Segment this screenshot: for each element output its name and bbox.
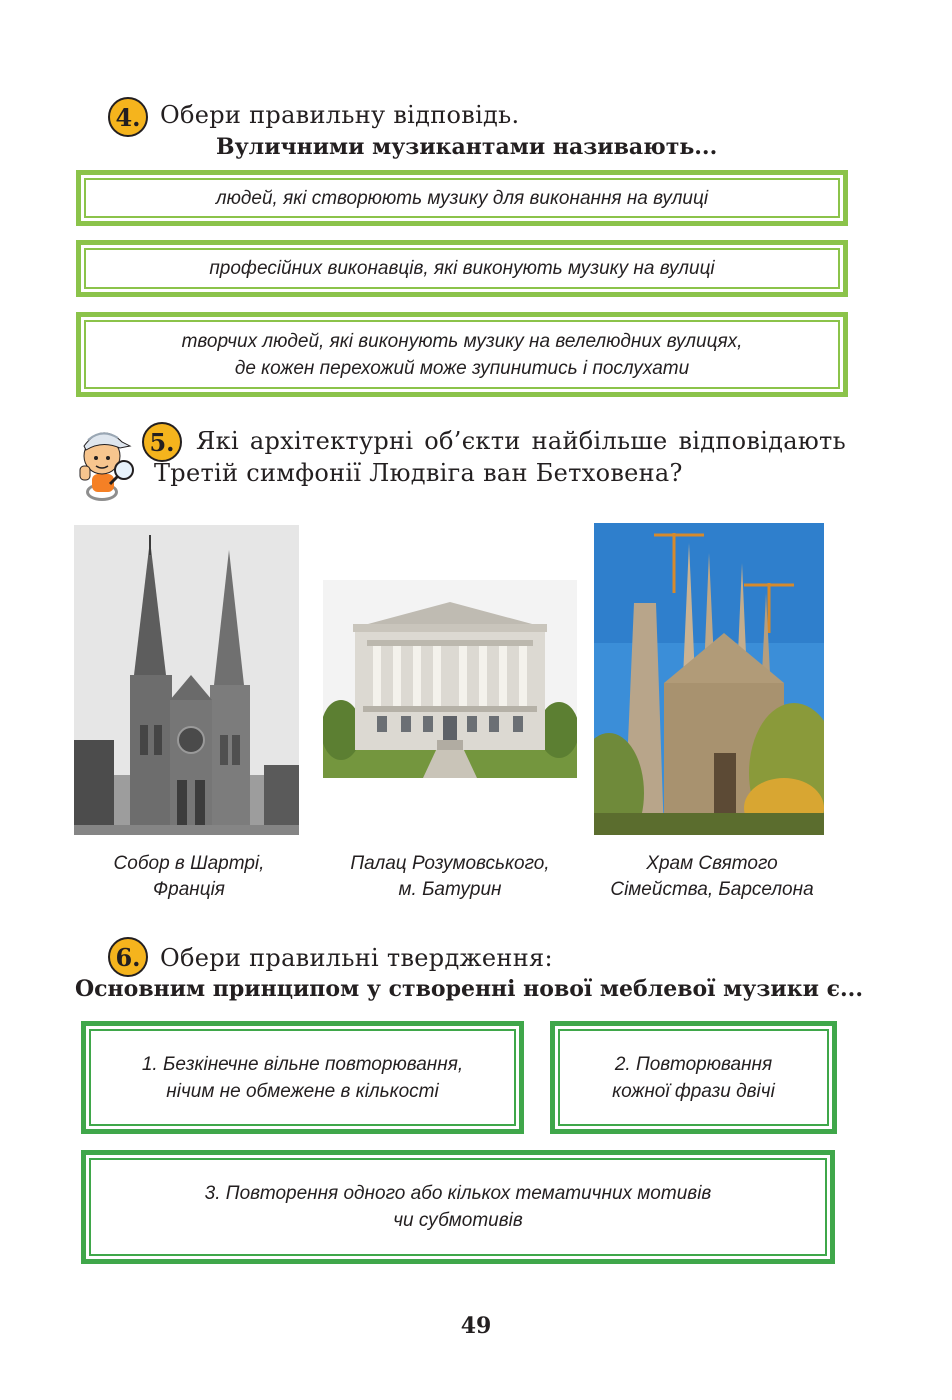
caption-razumovsky — [320, 851, 580, 903]
task6-answer-2-line2: кожної фрази двічі — [612, 1080, 775, 1102]
task6-answer-3-line2: чи субмотивів — [393, 1210, 523, 1231]
task5-number: 5. — [149, 427, 175, 457]
caption-chartres — [74, 851, 304, 903]
task6-answer-2-line1: 2. Повторювання — [614, 1053, 773, 1075]
task6-answer-1[interactable] — [81, 1021, 524, 1134]
task4-question: Вуличними музикантами називають... — [216, 134, 718, 160]
task4-number: 4. — [115, 102, 141, 132]
caption-chartres-line1: Собор в Шартрі, — [113, 853, 265, 874]
task4-answer-2[interactable] — [76, 240, 848, 297]
caption-razumovsky-line2: м. Батурин — [398, 879, 502, 900]
caption-sagrada-line1: Храм Святого — [646, 853, 778, 874]
caption-sagrada — [584, 851, 840, 903]
task5-number-badge — [142, 422, 182, 462]
task4-answer-1[interactable] — [76, 170, 848, 226]
task4-prompt: Обери правильну відповідь. — [160, 101, 520, 129]
razumovsky-palace-photo — [323, 580, 577, 778]
task4-answer-3[interactable] — [76, 312, 848, 397]
chartres-cathedral-photo — [74, 525, 299, 835]
task4-answer-3-line1: творчих людей, які виконують музику на велелюдних вулицях, — [181, 330, 743, 352]
task4-number-badge — [108, 97, 148, 137]
caption-razumovsky-line1: Палац Розумовського, — [350, 853, 550, 874]
caption-sagrada-line2: Сімейства, Барселона — [610, 879, 814, 900]
task6-question: Основним принципом у створенні нової меблевої музики є... — [75, 976, 863, 1002]
page-number: 49 — [460, 1313, 492, 1339]
task5-question-line2: Третій симфонії Людвіга ван Бетховена? — [154, 459, 683, 487]
boy-detective-icon — [72, 420, 144, 504]
caption-chartres-line2: Франція — [153, 879, 225, 900]
task5-question-line1: Які архітектурні об’єкти найбільше відповідають — [196, 427, 846, 455]
task6-answer-1-line1: 1. Безкінечне вільне повторювання, — [141, 1053, 464, 1075]
task6-number-badge — [108, 937, 148, 977]
task4-answer-3-line2: де кожен перехожий може зупинитись і послухати — [234, 357, 690, 379]
sagrada-familia-photo — [594, 523, 824, 835]
task4-answer-1-text: людей, які створюють музику для виконання на вулиці — [215, 187, 709, 209]
task6-prompt: Обери правильні твердження: — [160, 944, 553, 972]
task4-answer-2-text: професійних виконавців, які виконують музику на вулиці — [209, 258, 715, 279]
task6-answer-1-line2: нічим не обмежене в кількості — [166, 1080, 439, 1102]
task6-answer-3-line1: 3. Повторення одного або кількох тематичних мотивів — [204, 1183, 712, 1204]
task6-number: 6. — [115, 942, 141, 972]
task6-answer-3[interactable] — [81, 1150, 835, 1264]
task6-answer-2[interactable] — [550, 1021, 837, 1134]
